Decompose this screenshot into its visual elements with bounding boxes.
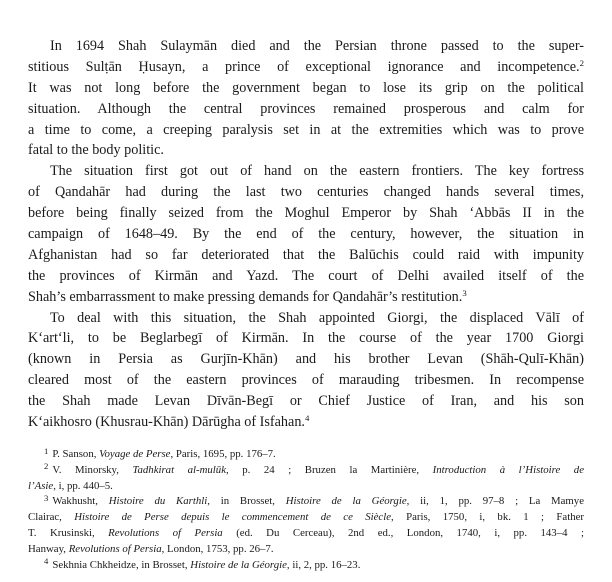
text-line: [0, 412, 612, 433]
footnote-line-wrap: [44, 447, 584, 463]
line-text: Afghanistan had so far deteriorated that the Balūchis could raid with impunity: [28, 246, 584, 263]
footnotes: [0, 447, 612, 573]
line-wrap: [50, 161, 584, 182]
text-line: [0, 308, 612, 329]
line-wrap: [28, 224, 584, 245]
line-wrap: [28, 245, 584, 266]
footnote-line-wrap: [44, 463, 584, 479]
line-wrap: [28, 328, 584, 349]
footnote: [0, 463, 612, 495]
line-text: the provinces of Kirmān and Yazd. The court of Delhi availed itself of the: [28, 267, 584, 284]
citation-text: , in Brosset,: [207, 495, 286, 508]
citation-title: Tadhkirat al-mulūk: [132, 463, 227, 476]
line-wrap: [28, 203, 584, 224]
citation-title: Revolutions of Persia: [68, 542, 162, 555]
footnote-line: [0, 526, 612, 542]
citation-title: Histoire de la Géorgie: [190, 558, 287, 571]
text-line: [0, 391, 612, 412]
footnote-reference: 4: [304, 413, 310, 424]
footnote-line: [0, 463, 612, 479]
footnote-number: 1: [44, 445, 49, 456]
citation-title: l’Asie: [28, 479, 54, 492]
footnote-line-wrap: [28, 479, 584, 495]
line-wrap: [28, 370, 584, 391]
line-text: K‘art‘li, to be Beglarbegī of Kirmān. In the course of the year 1700 Giorgi: [28, 330, 584, 347]
text-line: [0, 36, 612, 57]
footnote: [0, 494, 612, 557]
line-wrap: [28, 99, 584, 120]
citation-text: Wakhusht,: [52, 495, 109, 508]
footnote-line-wrap: [28, 510, 584, 526]
citation-text: V. Minorsky,: [52, 463, 133, 476]
footnote-number: 2: [44, 461, 49, 472]
citation-title: Revolutions of Persia: [108, 526, 223, 539]
line-wrap: [28, 266, 584, 287]
text-line: [0, 224, 612, 245]
text-line: [0, 245, 612, 266]
citation-title: Voyage de Perse: [99, 448, 171, 460]
text-line: [0, 266, 612, 287]
line-text: campaign of 1648–49. By the end of the century, however, the situation in: [28, 226, 584, 243]
line-text: In 1694 Shah Sulaymān died and the Persian throne passed to the super-: [50, 38, 584, 54]
footnote-line: [0, 558, 612, 574]
line-text: It was not long before the government began to lose its grip on the political: [28, 79, 584, 96]
text-line: [0, 182, 612, 203]
text-line: [0, 57, 612, 78]
footnote-line: [0, 494, 612, 510]
citation-text: , ii, 2, pp. 16–23.: [286, 558, 361, 571]
citation-title: Histoire du Karthli: [108, 495, 208, 508]
footnote-number: 4: [44, 556, 49, 567]
line-text: fatal to the body politic.: [28, 142, 164, 159]
line-text: situation. Although the central provinces remained prosperous and calm for: [28, 100, 584, 117]
line-wrap: [28, 57, 584, 78]
footnote-line: [0, 447, 612, 463]
footnote-number: 3: [44, 492, 49, 503]
line-wrap: [28, 391, 584, 412]
line-wrap: [28, 182, 584, 203]
citation-text: Clairac,: [28, 511, 75, 524]
citation-title: Introduction à l’Histoire de: [432, 463, 584, 476]
footnote-line-wrap: [28, 542, 584, 558]
text-line: [0, 203, 612, 224]
text-line: [0, 370, 612, 391]
footnote: [0, 558, 612, 574]
line-wrap: [28, 287, 584, 308]
line-text: of Qandahār had during the last two centuries changed hands several times,: [28, 184, 584, 201]
line-wrap: [28, 78, 584, 99]
line-wrap: [28, 349, 584, 370]
text-line: [0, 161, 612, 182]
line-text: K‘aikhosro (Khusrau-Khān) Dārūgha of Isfahan.: [28, 414, 305, 431]
footnote-line-wrap: [44, 558, 584, 574]
line-text: cleared most of the eastern provinces of marauding tribesmen. In recompense: [28, 372, 584, 389]
citation-text: , Paris, 1695, pp. 176–7.: [170, 448, 276, 460]
line-text: before being finally seized from the Moghul Emperor by Shah ‘Abbās II in the: [28, 205, 584, 222]
text-line: [0, 120, 612, 141]
footnote-line-wrap: [44, 494, 584, 510]
footnote-line: [0, 479, 612, 495]
citation-text: , ii, 1, pp. 97–8 ; La Mamye: [406, 495, 584, 508]
footnote-line: [0, 542, 612, 558]
citation-text: , Paris, 1750, i, bk. 1 ; Father: [391, 511, 585, 524]
line-wrap: [50, 36, 584, 57]
line-wrap: [50, 308, 584, 329]
footnote-line-wrap: [28, 526, 584, 542]
citation-title: Histoire de la Géorgie: [285, 495, 407, 508]
citation-text: , London, 1753, pp. 26–7.: [161, 542, 274, 555]
paragraph: [0, 161, 612, 307]
citation-title: Histoire de Perse depuis le commencement de ce Siècle: [74, 511, 391, 524]
line-text: (known in Persia as Gurjīn-Khān) and his brother Levan (Shāh-Qulī-Khān): [28, 351, 584, 368]
citation-text: P. Sanson,: [52, 448, 100, 460]
footnote-line: [0, 510, 612, 526]
line-wrap: [28, 120, 584, 141]
footnote: [0, 447, 612, 463]
footnote-reference: 3: [462, 287, 467, 298]
main-text: [0, 36, 612, 433]
text-line: [0, 99, 612, 120]
paragraph: [0, 36, 612, 161]
line-wrap: [28, 140, 584, 161]
paragraph: [0, 308, 612, 433]
text-line: [0, 140, 612, 161]
line-wrap: [28, 412, 584, 433]
text-line: [0, 349, 612, 370]
line-text: the Shah made Levan Dīvān-Begī or Chief Justice of Iran, and his son: [28, 393, 584, 410]
line-text: Shah’s embarrassment to make pressing demands for Qandahār’s restitution.: [28, 288, 463, 305]
line-text: The situation first got out of hand on the eastern frontiers. The key fortress: [50, 163, 584, 180]
text-line: [0, 328, 612, 349]
citation-text: (ed. Du Cerceau), 2nd ed., London, 1740, i, pp. 143–4 ;: [222, 526, 584, 539]
citation-text: Sekhnia Chkheidze, in Brosset,: [52, 558, 191, 571]
text-line: [0, 287, 612, 308]
footnote-reference: 2: [579, 58, 584, 69]
citation-text: T. Krusinski,: [28, 526, 109, 539]
line-text: To deal with this situation, the Shah appointed Giorgi, the displaced Vālī of: [50, 309, 584, 326]
citation-text: Hanway,: [28, 542, 69, 555]
citation-text: , p. 24 ; Bruzen la Martinière,: [226, 463, 433, 476]
citation-text: , i, pp. 440–5.: [53, 479, 113, 492]
line-text: stitious Sulṭān Ḥusayn, a prince of exceptional ignorance and incompetence.: [28, 58, 580, 75]
line-text: a time to come, a creeping paralysis set in at the extremities which was to prove: [28, 121, 584, 138]
text-line: [0, 78, 612, 99]
